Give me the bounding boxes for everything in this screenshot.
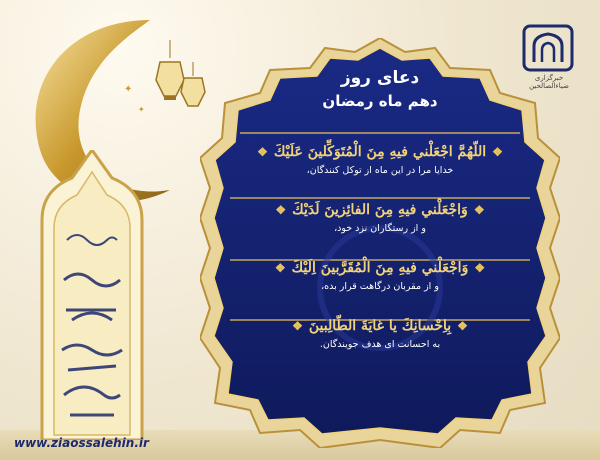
ornament-icon: ❖	[275, 203, 287, 217]
verse-arabic: وَاجْعَلْني فيهِ مِنَ الْمُقَرَّبينَ اِلَيْكَ	[291, 260, 469, 276]
verse-persian: به احسانت ای هدف جویندگان.	[319, 339, 441, 350]
svg-text:✦: ✦	[138, 105, 145, 114]
brand-logo-icon	[520, 22, 576, 82]
prayer-content	[220, 50, 540, 410]
verse-4	[232, 318, 528, 350]
ornament-icon: ❖	[492, 145, 503, 159]
ornament-icon: ❖	[274, 261, 286, 275]
svg-text:✦: ✦	[124, 84, 133, 95]
verse-arabic: بِاِحْسانِكَ يا غايَةَ الطّالِبينَ	[308, 318, 452, 334]
verse-1	[232, 144, 528, 176]
brand-name: خبرگزاری ضیاءالصالحین	[529, 74, 569, 90]
verse-persian: و از مقربان درگاهت قرار بده،	[321, 281, 439, 292]
verse-2	[232, 202, 528, 234]
calligraphy-arch-panel	[32, 150, 152, 440]
verse-persian: و از رستگاران نزد خود،	[334, 223, 426, 234]
ornament-icon: ❖	[457, 319, 468, 333]
verse-persian: خدایا مرا در این ماه از توکل کنندگان،	[306, 165, 454, 176]
verse-3	[232, 260, 528, 292]
title-line-2: دهم ماه رمضان	[322, 92, 438, 110]
ornament-icon: ❖	[257, 145, 268, 159]
title-line-1: دعای روز	[340, 68, 420, 88]
ornament-icon: ❖	[474, 261, 486, 275]
verse-arabic: وَاجْعَلْني فيهِ مِنَ الفائِزينَ لَدَيْكَ	[292, 202, 468, 218]
ornament-icon: ❖	[473, 203, 485, 217]
website-link[interactable]: www.ziaossalehin.ir	[14, 436, 149, 450]
verse-arabic: اللّهُمَّ اجْعَلْني فيهِ مِنَ الْمُتَوَكِّلينَ عَلَيْكَ	[273, 144, 487, 160]
ornament-icon: ❖	[292, 319, 303, 333]
